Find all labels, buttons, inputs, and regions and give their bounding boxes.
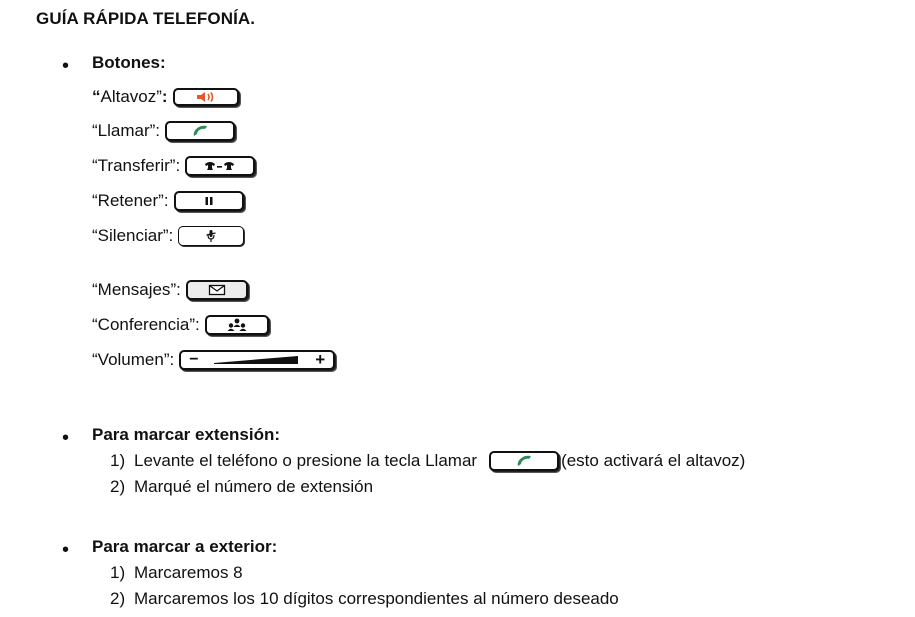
bullet-icon: • xyxy=(62,427,70,449)
bullet-icon: • xyxy=(62,539,70,561)
step-text-after: (esto activará el altavoz) xyxy=(561,451,746,470)
button-label: “Volumen”: xyxy=(92,350,175,369)
speaker-button xyxy=(173,88,239,106)
step-text: Marqué el número de extensión xyxy=(134,477,374,496)
button-row-silenciar xyxy=(92,224,244,248)
hold-button xyxy=(174,191,244,211)
button-label: “Silenciar”: xyxy=(92,226,174,245)
mute-mic-icon xyxy=(205,229,217,243)
volume-slider-icon xyxy=(212,354,302,366)
button-row-volumen xyxy=(92,348,335,372)
step-text: Marcaremos 8 xyxy=(134,563,243,582)
call-button xyxy=(165,121,235,141)
exterior-step-1 xyxy=(110,562,243,584)
transfer-button xyxy=(185,156,255,176)
envelope-icon xyxy=(208,284,226,296)
button-label: “Conferencia”: xyxy=(92,315,200,334)
exterior-heading: Para marcar a exterior: xyxy=(92,537,278,556)
call-button xyxy=(489,451,559,471)
button-row-mensajes xyxy=(92,278,248,302)
step-number: 1) xyxy=(110,451,126,470)
button-row-altavoz xyxy=(92,85,239,109)
button-row-transferir xyxy=(92,154,255,178)
extension-step-2 xyxy=(110,476,373,498)
page-title: GUÍA RÁPIDA TELEFONÍA. xyxy=(36,9,256,28)
volume-plus-icon: + xyxy=(315,350,326,369)
button-row-llamar xyxy=(92,119,235,143)
extension-step-1 xyxy=(110,450,745,472)
extension-heading: Para marcar extensión: xyxy=(92,425,281,444)
button-label: “Llamar”: xyxy=(92,121,161,140)
button-row-conferencia xyxy=(92,313,269,337)
button-label: “Retener”: xyxy=(92,191,169,210)
button-label: “Altavoz”: xyxy=(92,87,168,106)
messages-button xyxy=(186,280,248,300)
volume-button xyxy=(179,350,335,370)
step-text: Levante el teléfono o presione la tecla Llamar xyxy=(134,451,478,470)
bullet-icon: • xyxy=(62,55,70,77)
step-text: Marcaremos los 10 dígitos correspondientes al número deseado xyxy=(134,589,619,608)
button-row-retener xyxy=(92,189,244,213)
pause-icon xyxy=(203,195,215,207)
step-number: 2) xyxy=(110,477,126,496)
conference-icon xyxy=(226,318,248,332)
button-label: “Mensajes”: xyxy=(92,280,181,299)
handset-icon xyxy=(514,454,534,468)
handset-icon xyxy=(190,124,210,138)
buttons-heading: Botones: xyxy=(92,53,166,72)
conference-button xyxy=(205,315,269,335)
volume-minus-icon: − xyxy=(189,351,199,368)
step-number: 1) xyxy=(110,563,126,582)
transfer-icon xyxy=(203,160,237,172)
exterior-step-2 xyxy=(110,588,619,610)
speaker-icon xyxy=(194,91,218,103)
mute-button xyxy=(178,226,244,246)
button-label: “Transferir”: xyxy=(92,156,181,175)
step-number: 2) xyxy=(110,589,126,608)
